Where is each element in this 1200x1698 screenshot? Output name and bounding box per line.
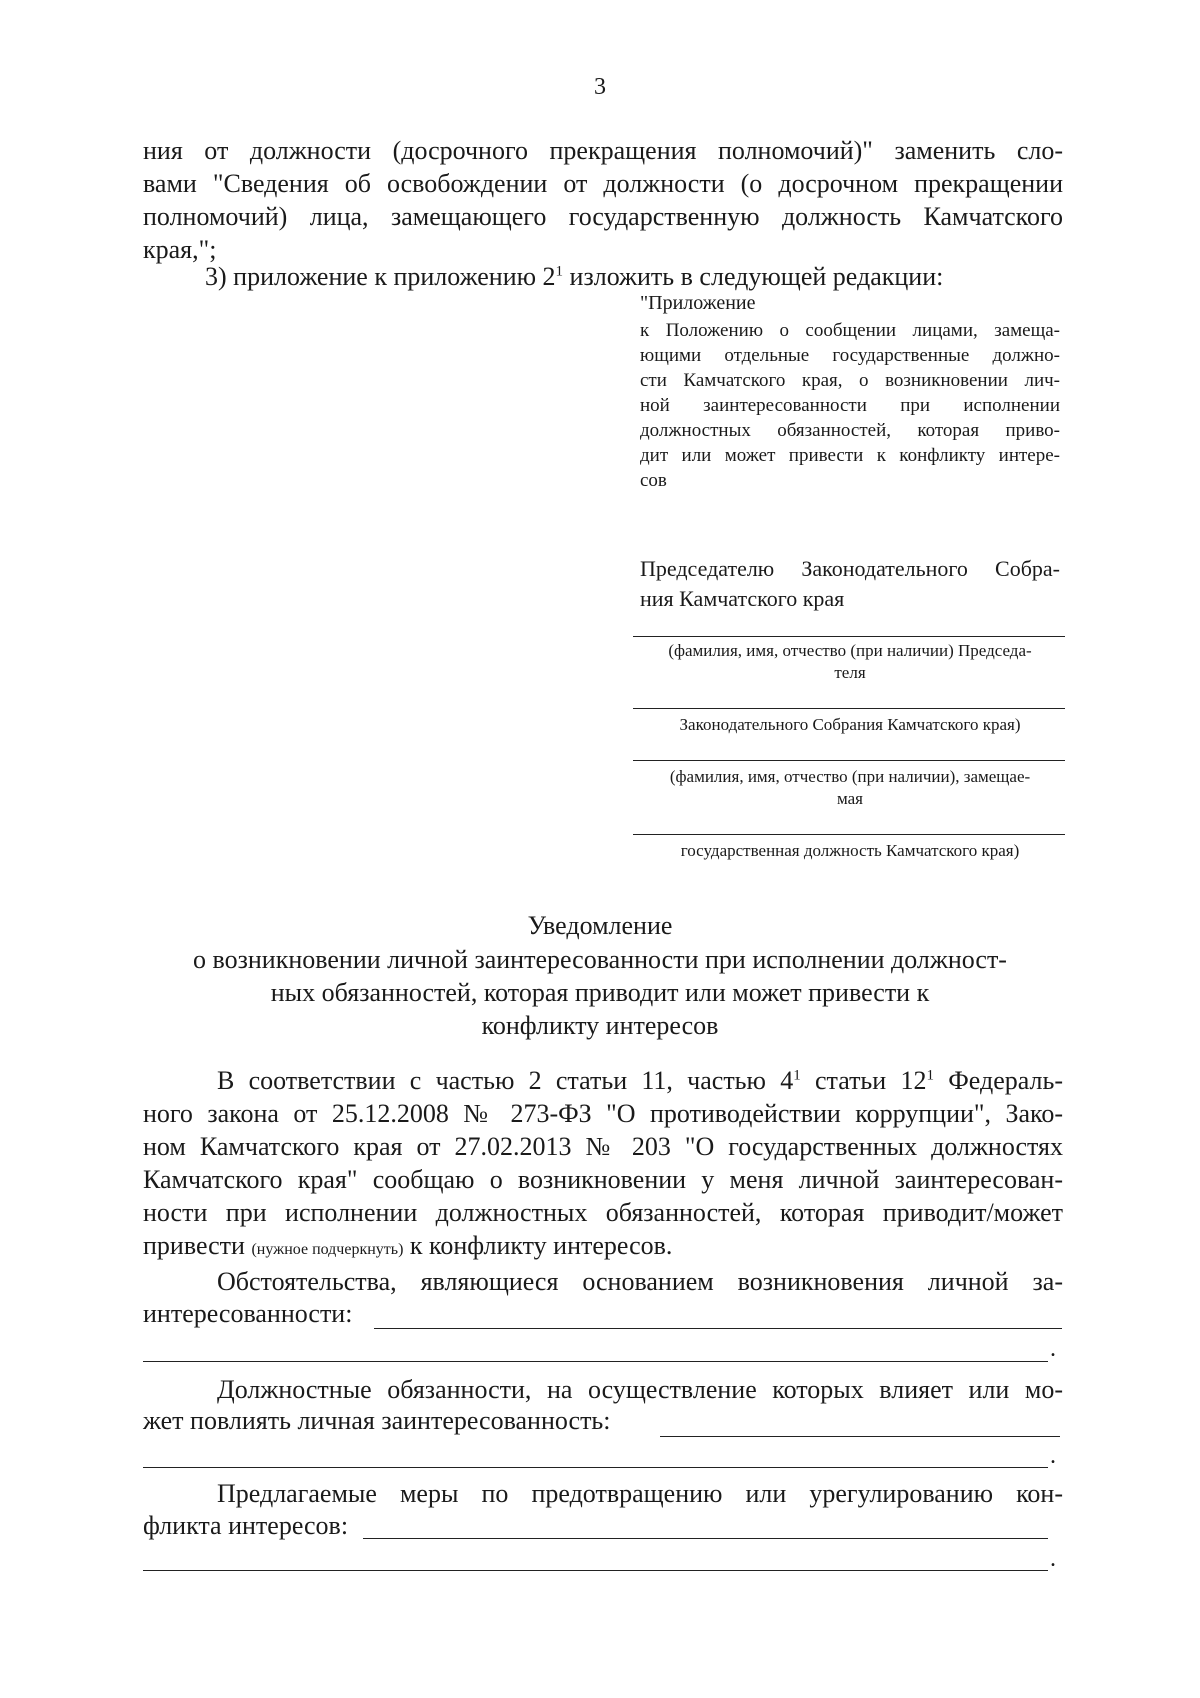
page-number: 3 [594, 74, 606, 100]
appendix-line-5: должностных обязанностей, которая приво- [640, 420, 1060, 441]
field-1-period: . [1050, 1336, 1056, 1362]
intro-line-1: ния от должности (досрочного прекращения полномочий)" заменить сло- [143, 136, 1063, 165]
field-3-input-2[interactable] [143, 1570, 1048, 1571]
field-2-period: . [1050, 1443, 1056, 1469]
field-3-label-line-1: Предлагаемые меры по предотвращению или урегулированию кон- [217, 1479, 1063, 1508]
caption-3a: (фамилия, имя, отчество (при наличии), замещае- [669, 767, 1031, 786]
addressee-blank-3[interactable] [633, 760, 1065, 761]
caption-2: Законодательного Собрания Камчатского края) [679, 715, 1021, 734]
appendix-line-2: ющими отдельные государственные должно- [640, 345, 1060, 366]
appendix-line-6: дит или может привести к конфликту интере- [640, 445, 1060, 466]
item-3-line: 3) приложение к приложению $2^1$ изложить в следующей редакции: [205, 262, 944, 291]
intro-line-3: полномочий) лица, замещающего государственную должность Камчатского [143, 202, 1063, 231]
addressee-line-2: ния Камчатского края [640, 586, 845, 611]
paragraph-line-1: В соответствии с частью 2 статьи 11, частью $4^1$ статьи $12^1$ Федераль- [217, 1066, 1063, 1095]
notice-title: Уведомление [527, 911, 673, 940]
field-1-input-2[interactable] [143, 1361, 1048, 1362]
field-2-input-1[interactable] [660, 1436, 1060, 1437]
addressee-line-1: Председателю Законодательного Собра- [640, 556, 1060, 581]
intro-line-2: вами "Сведения об освобождении от должности (о досрочном прекращении [143, 169, 1063, 198]
paragraph-line-5: ности при исполнении должностных обязанностей, которая приводит/может [143, 1198, 1063, 1227]
intro-line-4: края,"; [143, 235, 217, 264]
field-2-label-line-2: жет повлиять личная заинтересованность: [143, 1406, 611, 1435]
addressee-blank-2[interactable] [633, 708, 1065, 709]
appendix-title: "Приложение [640, 292, 756, 314]
field-2-label-line-1: Должностные обязанности, на осуществление которых влияет или мо- [217, 1375, 1063, 1404]
addressee-blank-4[interactable] [633, 834, 1065, 835]
field-2-input-2[interactable] [143, 1467, 1048, 1468]
field-1-label-line-1: Обстоятельства, являющиеся основанием возникновения личной за- [217, 1267, 1063, 1296]
field-1-label-line-2: интересованности: [143, 1299, 353, 1328]
caption-4: государственная должность Камчатского края) [680, 841, 1020, 860]
field-3-input-1[interactable] [363, 1538, 1048, 1539]
appendix-line-1: к Положению о сообщении лицами, замеща- [640, 320, 1060, 341]
notice-subtitle-3: конфликту интересов [481, 1011, 719, 1040]
field-3-period: . [1050, 1546, 1056, 1572]
paragraph-line-3: ном Камчатского края от 27.02.2013 № 203 "О государственных должностях [143, 1132, 1063, 1161]
underline-hint: (нужное подчеркнуть) [251, 1241, 404, 1258]
field-1-input-1[interactable] [374, 1328, 1062, 1329]
caption-1a: (фамилия, имя, отчество (при наличии) Председа- [668, 641, 1032, 660]
appendix-line-7: сов [640, 470, 667, 491]
paragraph-line-4: Камчатского края" сообщаю о возникновении у меня личной заинтересован- [143, 1165, 1063, 1194]
notice-subtitle-1: о возникновении личной заинтересованности при исполнении должност- [193, 945, 1007, 974]
appendix-line-3: сти Камчатского края, о возникновении лич- [640, 370, 1060, 391]
field-3-label-line-2: фликта интересов: [143, 1511, 349, 1540]
paragraph-line-2: ного закона от 25.12.2008 № 273-ФЗ "О противодействии коррупции", Зако- [143, 1099, 1063, 1128]
addressee-blank-1[interactable] [633, 636, 1065, 637]
paragraph-line-6: привести (нужное подчеркнуть) к конфликту интересов. [143, 1231, 673, 1260]
caption-1b: теля [834, 663, 866, 682]
appendix-line-4: ной заинтересованности при исполнении [640, 395, 1060, 416]
notice-subtitle-2: ных обязанностей, которая приводит или может привести к [270, 978, 930, 1007]
caption-3b: мая [836, 789, 863, 808]
